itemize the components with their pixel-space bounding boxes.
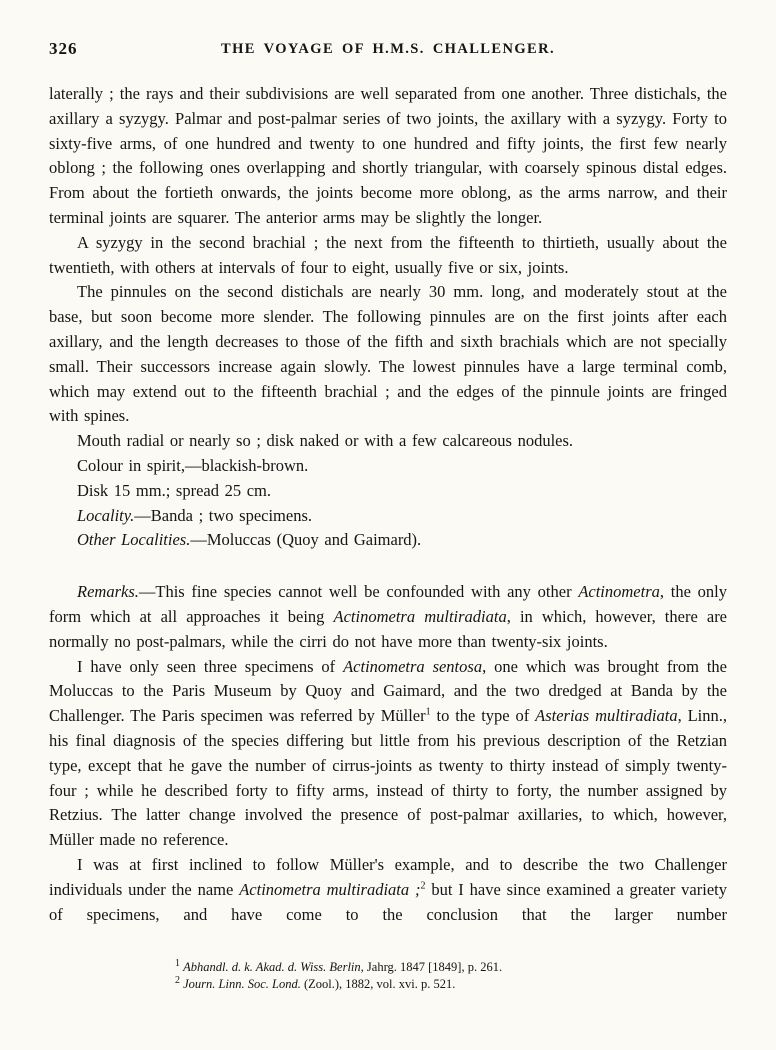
paragraph-locality: Locality.—Banda ; two specimens. bbox=[77, 505, 313, 525]
paragraph-2: A syzygy in the second brachial ; the next from the fifteenth to thirtieth, usually about the twentieth, with others at intervals of four to eight, usually five or six, joints. bbox=[49, 232, 727, 277]
footnote-1: $^1$ Abhandl. d. k. Akad. d. Wiss. Berlin, Jahrg. 1847 [1849], p. 261. bbox=[175, 957, 503, 974]
paragraph-10: I have only seen three specimens of Actinometra sentosa, one which was brought from the Moluccas to the Paris Museum by Quoy and Gaimard, and the two dredged at Banda by the Challenger. The Paris specimen was referred by Müller$^1$ to the type of Asterias multiradiata, Linn., his final diagnosis of the species differing but little from his previous description of the Retzian type, except that he gave the number of cirrus-joints as twenty to thirty instead of simply twenty-four ; while he described forty to fifty arms, instead of thirty to forty, the number assigned by Retzius. The latter change involved the presence of post-palmar axillaries, to which, however, Müller made no reference. bbox=[49, 656, 728, 850]
paragraph-4: Mouth radial or nearly so ; disk naked or with a few calcareous nodules. bbox=[77, 431, 574, 451]
paragraph-other-localities: Other Localities.—Moluccas (Quoy and Gaimard). bbox=[77, 530, 422, 550]
paragraph-1: laterally ; the rays and their subdivisions are well separated from one another. Three distichals, the axillary a syzygy. Palmar and post-palmar series of two joints, the axillary with a syzygy. Forty to sixty-five arms, of one hundred and twenty to one hundred and fifty joints, the first few nearly oblong ; the following ones overlapping and shortly triangular, with coarsely spinous distal edges. From about the fortieth onwards, the joints become more oblong, as the arms narrow, and their terminal joints are squarer. The anterior arms may be slightly the longer. bbox=[49, 84, 727, 227]
page-header bbox=[49, 38, 727, 66]
paragraph-11: I was at first inclined to follow Müller's example, and to describe the two Challenger individuals under the name Actinometra multiradiata ;$^2$ but I have since examined a greater variety of specimens, and have come to the conclusion that the larger number bbox=[49, 854, 727, 924]
footnotes bbox=[175, 959, 716, 992]
paragraph-6: Disk 15 mm.; spread 25 cm. bbox=[77, 480, 272, 500]
running-title: THE VOYAGE OF H.M.S. CHALLENGER. bbox=[221, 41, 555, 57]
paragraph-remarks: Remarks.—This fine species cannot well be confounded with any other Actinometra, the only form which at all approaches it being Actinometra multiradiata, in which, however, there are normally no post-palmars, while the cirri do not have more than twenty-six joints. bbox=[49, 582, 728, 651]
paragraph-3: The pinnules on the second distichals are nearly 30 mm. long, and moderately stout at the base, but soon become more slender. The following pinnules are on the first joints after each axillary, and the length decreases to those of the fifth and sixth brachials which are not specially small. Their successors increase again slowly. The lowest pinnules have a large terminal comb, which may extend out to the fifteenth brachial ; and the edges of the pinnule joints are fringed with spines. bbox=[49, 282, 727, 426]
paragraph-5: Colour in spirit,—blackish-brown. bbox=[77, 455, 309, 475]
footnote-2: $^2$ Journ. Linn. Soc. Lond. (Zool.), 1882, vol. xvi. p. 521. bbox=[175, 974, 456, 991]
text-block bbox=[49, 82, 727, 927]
page-number: 326 bbox=[49, 39, 78, 58]
